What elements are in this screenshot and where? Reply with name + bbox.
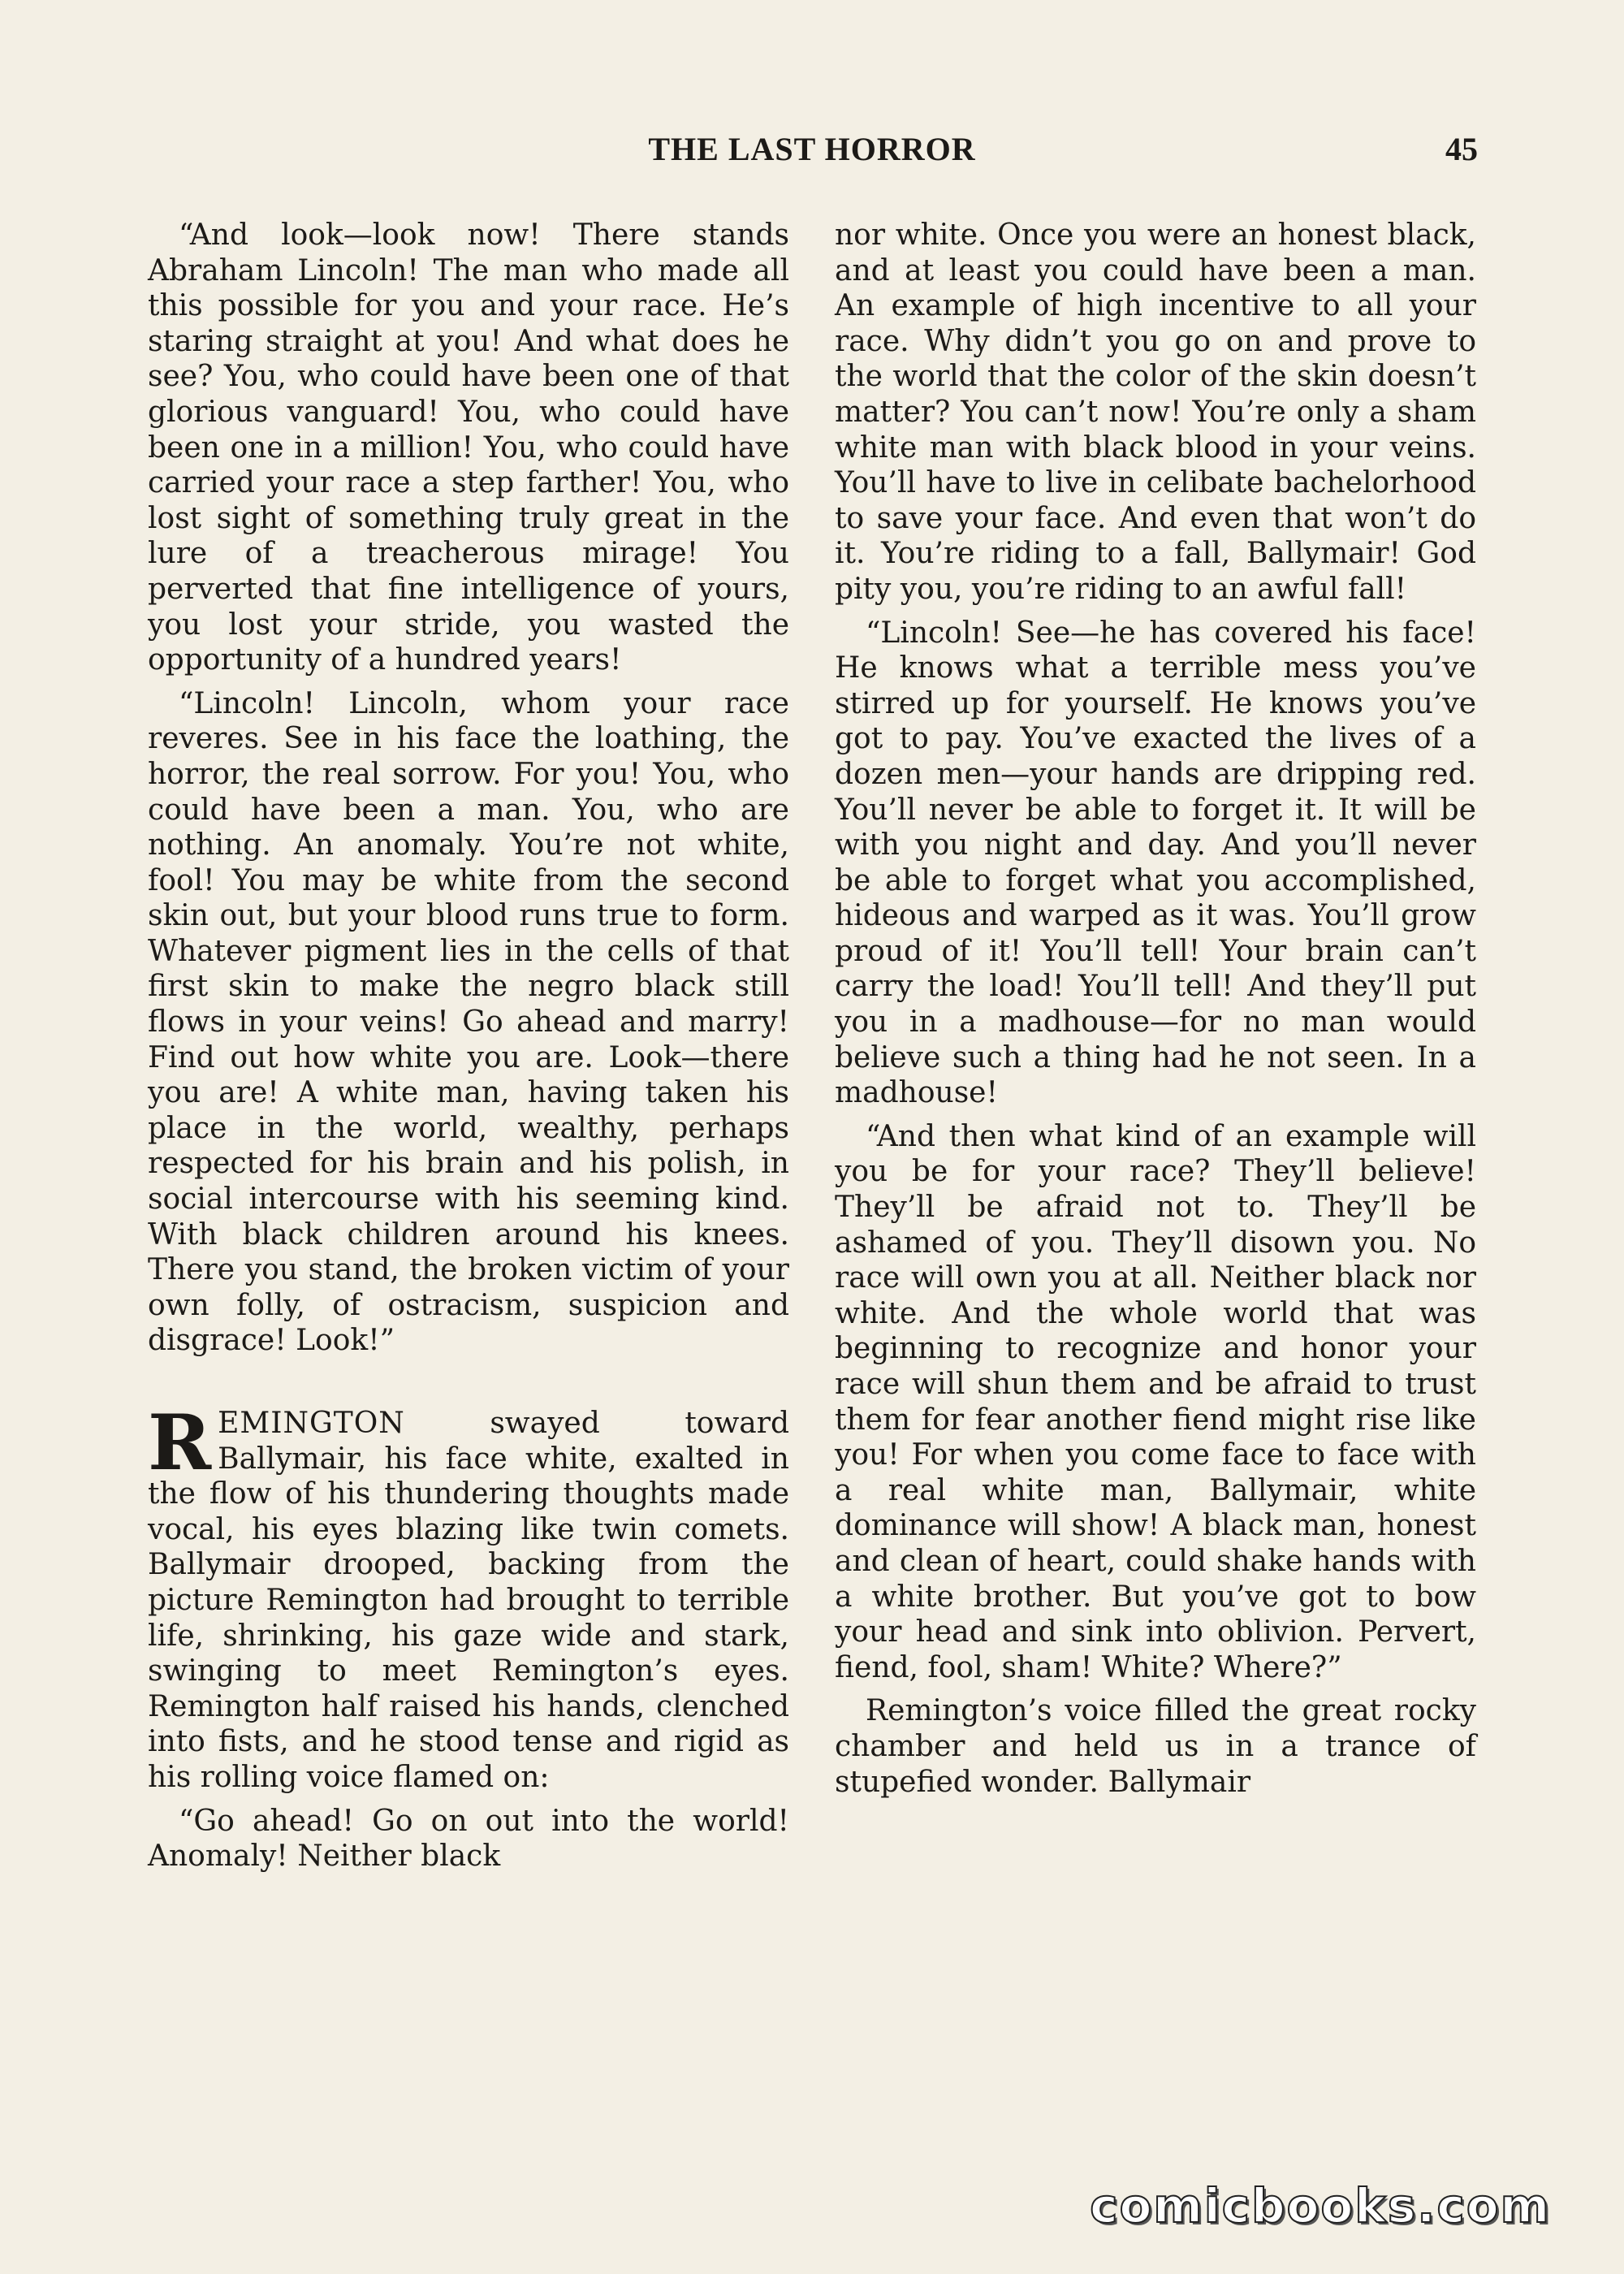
- paragraph: “And look—look now! There stands Abraham Lincoln! The man who made all this possible for you and your race. He’s staring straight at you! And what does he see? You, who could have been one of that glorious vanguard! You, who could have been one in a million! You, who could have carried your race a step farther! You, who lost sight of something truly great in the lure of a treacherous mirage! You perverted that fine intelligence of yours, you lost your stride, you wasted the opportunity of a hundred years!: [148, 218, 789, 677]
- paragraph: nor white. Once you were an honest black, and at least you could have been a man. An example of high incentive to all your race. Why didn’t you go on and prove to the world that the color of the skin doesn’t matter? You can’t now! You’re only a sham white man with black blood in your veins. You’ll have to live in celibate bachelorhood to save your face. And even that won’t do it. You’re riding to a fall, Ballymair! God pity you, you’re riding to an awful fall!: [835, 218, 1476, 606]
- paragraph: “Go ahead! Go on out into the world! Anomaly! Neither black: [148, 1804, 789, 1874]
- paragraph: “And then what kind of an example will you be for your race? They’ll believe! They’ll be afraid not to. They’ll be ashamed of you. They’ll disown you. No race will own you at all. Neither black nor white. And the whole world that was beginning to recognize and honor your race will shun them and be afraid to trust them for fear another fiend might rise like you! For when you come face to face with a real white man, Ballymair, white dominance will show! A black man, honest and clean of heart, could shake hands with a white brother. But you’ve got to bow your head and sink into oblivion. Pervert, fiend, fool, sham! White? Where?”: [835, 1119, 1476, 1684]
- right-column: [835, 218, 1476, 1800]
- page-number: 45: [1445, 131, 1478, 167]
- watermark: comicbooks.com: [1090, 2178, 1551, 2233]
- paragraph: “Lincoln! Lincoln, whom your race reveres. See in his face the loathing, the horror, the real sorrow. For you! You, who could have been a man. You, who are nothing. An anomaly. You’re not white, fool! You may be white from the second skin out, but your blood runs true to form. Whatever pigment lies in the cells of that first skin to make the negro black still flows in your veins! Go ahead and marry! Find out how white you are. Look—there you are! A white man, having taken his place in the world, wealthy, perhaps respected for his brain and his polish, in social intercourse with his seeming kind. With black children around his knees. There you stand, the broken victim of your own folly, of ostracism, suspicion and disgrace! Look!”: [148, 686, 789, 1358]
- left-column: [148, 218, 789, 1874]
- running-title: THE LAST HORROR: [648, 131, 976, 167]
- drop-cap: R: [148, 1399, 212, 1488]
- paragraph: “Lincoln! See—he has covered his face! He knows what a terrible mess you’ve stirred up for yourself. He knows you’ve got to pay. You’ve exacted the lives of a dozen men—your hands are dripping red. You’ll never be able to forget it. It will be with you night and day. And you’ll never be able to forget what you accomplished, hideous and warped as it was. You’ll grow proud of it! You’ll tell! Your brain can’t carry the load! You’ll tell! And they’ll put you in a madhouse—for no man would believe such a thing had he not seen. In a madhouse!: [835, 616, 1476, 1110]
- small-caps-lead: EMINGTON: [218, 1407, 405, 1440]
- paragraph: Remington’s voice filled the great rocky chamber and held us in a trance of stupefied wonder. Ballymair: [835, 1694, 1476, 1799]
- section-opening-paragraph: [148, 1399, 789, 1796]
- paragraph-text: swayed toward Ballymair, his face white, exalted in the flow of his thundering thoughts made vocal, his eyes blazing like twin comets. Ballymair drooped, backing from the picture Remington had brought to terrible life, shrinking, his gaze wide and stark, swinging to meet Remington’s eyes. Remington half raised his hands, clenched into fists, and he stood tense and rigid as his rolling voice flamed on:: [148, 1407, 789, 1794]
- page-header: [146, 130, 1478, 179]
